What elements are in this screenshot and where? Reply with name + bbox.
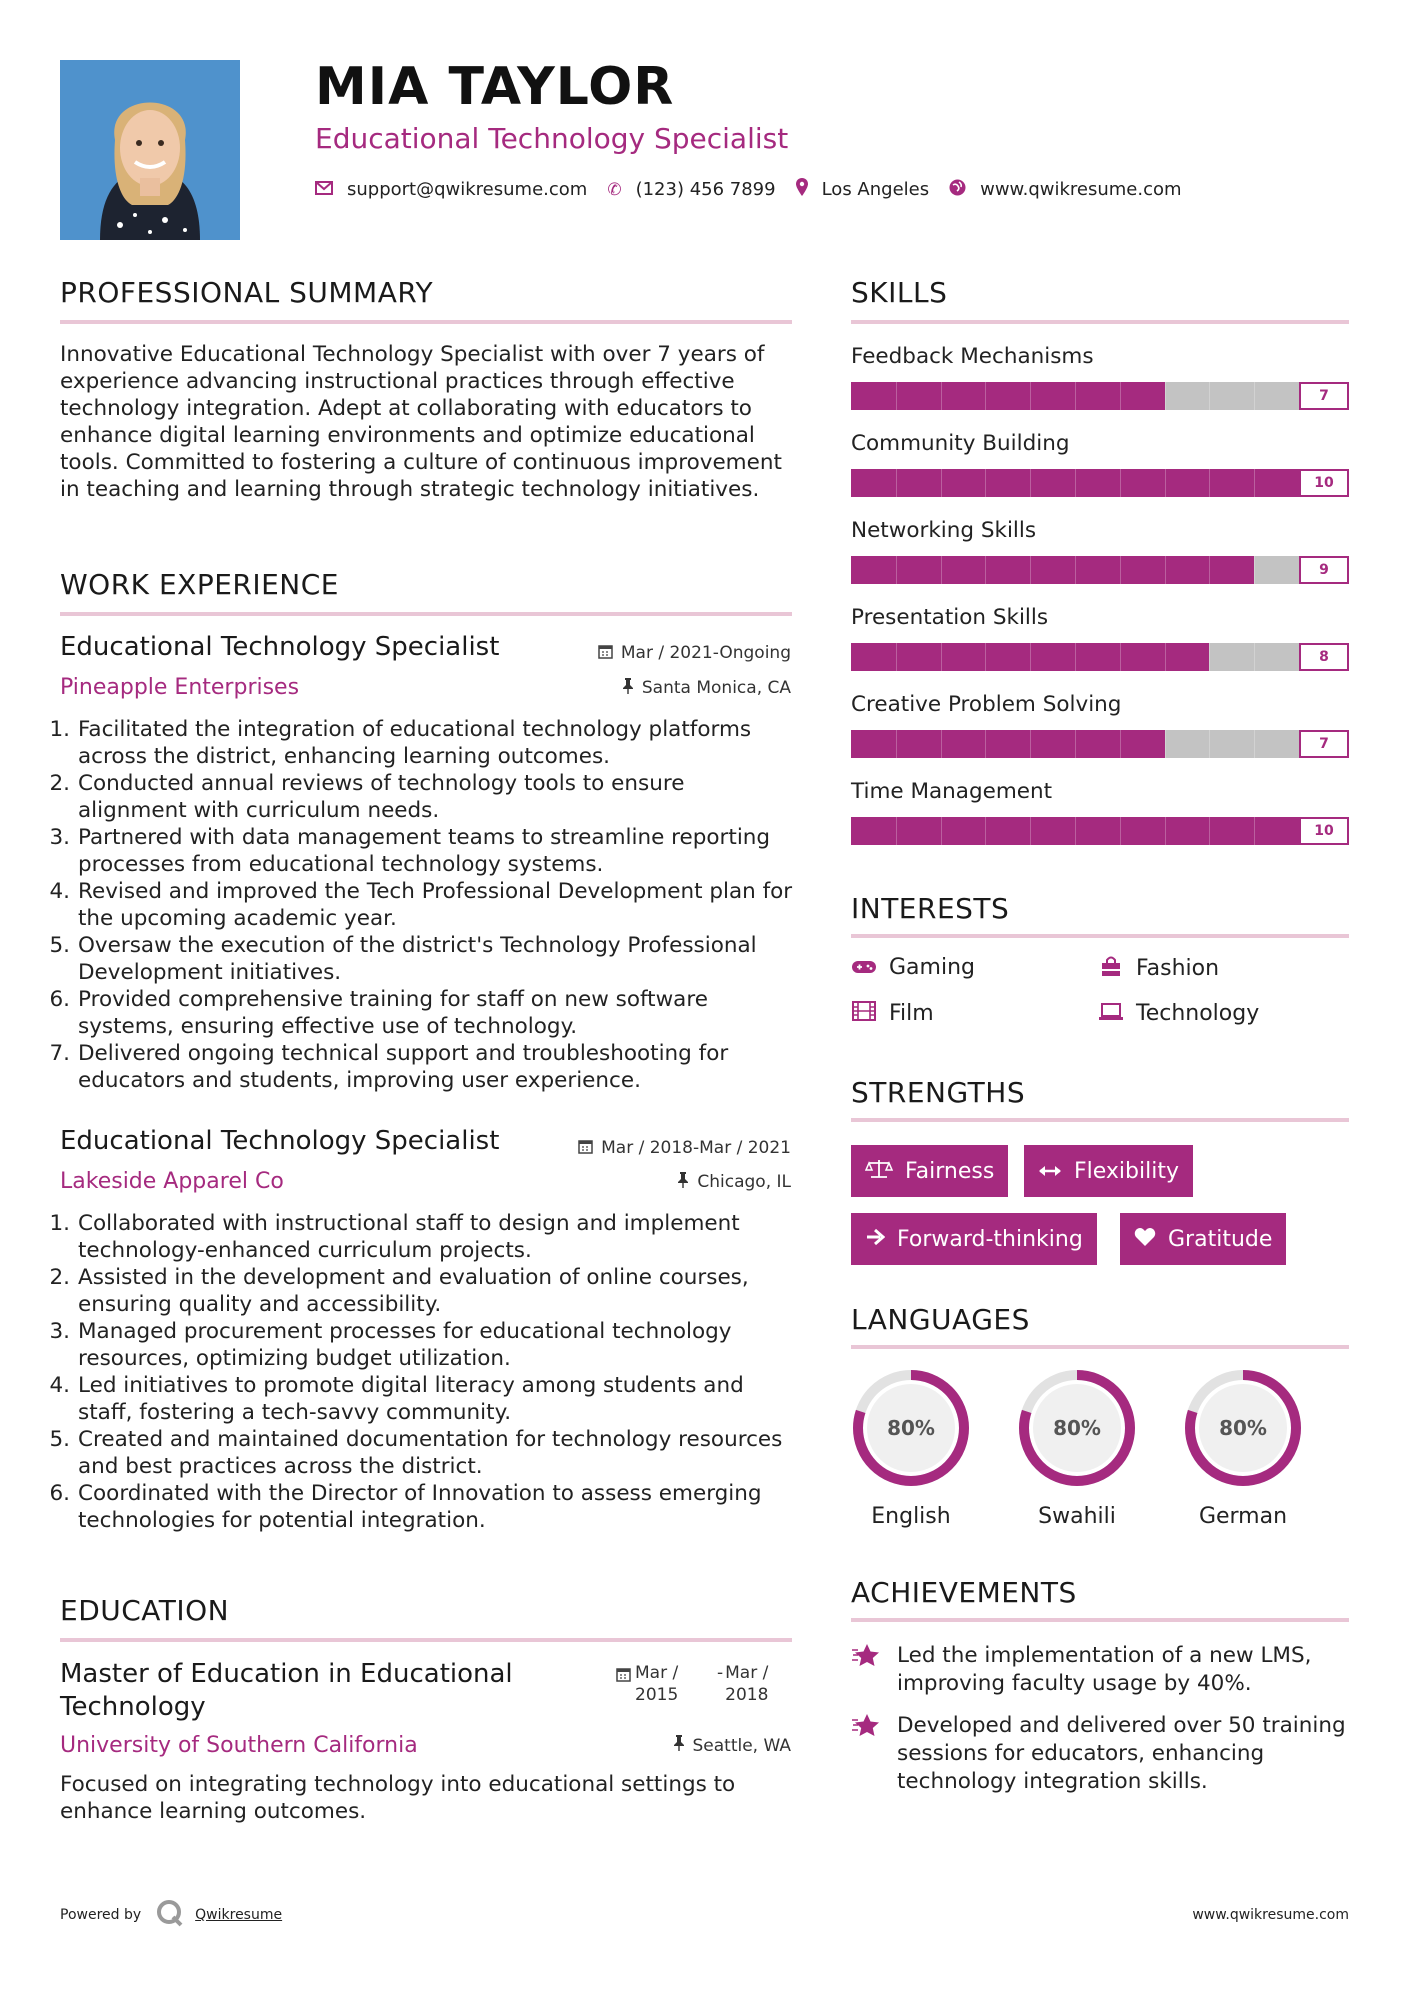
calendar-icon [578, 1139, 593, 1158]
skill-segment-divider [1075, 730, 1076, 758]
language-donut-chart [1181, 1366, 1305, 1490]
job-title: Educational Technology Specialist [60, 632, 500, 662]
list-item: 3. Partnered with data management teams to streamline reporting processes from educational technology systems. [49, 825, 771, 877]
language-donut-chart [1015, 1366, 1139, 1490]
languages-divider [851, 1345, 1349, 1349]
skill-segment-divider [1120, 382, 1121, 410]
interest-fashion [1098, 955, 1219, 982]
pushpin-icon [622, 678, 634, 698]
list-item: 7. Delivered ongoing technical support and troubleshooting for educators and students, improving user experience. [49, 1041, 729, 1093]
skill-segment-divider [941, 556, 942, 584]
skill-segment-divider [1120, 469, 1121, 497]
skill-segment-divider [1120, 643, 1121, 671]
qwikresume-logo-icon [155, 1898, 185, 1932]
strength-badge [851, 1213, 1097, 1265]
envelope-icon [315, 180, 333, 200]
strength-badge [1120, 1213, 1286, 1265]
skill-segment-divider [1209, 556, 1210, 584]
achievement-text: Led the implementation of a new LMS, improving faculty usage by 40%. [897, 1643, 1312, 1696]
list-item: 6. Coordinated with the Director of Innovation to assess emerging technologies for potential integration. [49, 1481, 762, 1533]
strength-label: Forward-thinking [897, 1226, 1083, 1252]
skill-segment-divider [896, 643, 897, 671]
job-dates-text: Mar / 2021-Ongoing [620, 643, 791, 663]
website-text: www.qwikresume.com [980, 179, 1182, 200]
skill-bar [851, 382, 1349, 410]
skill-segment-divider [1254, 643, 1255, 671]
skills-divider [851, 320, 1349, 324]
skill-segment-divider [941, 730, 942, 758]
education-degree: Master of Education in Educational Technology [60, 1659, 513, 1722]
language-item [1181, 1366, 1305, 1529]
globe-icon [949, 179, 966, 201]
skill-segment-divider [1030, 817, 1031, 845]
language-name: Swahili [1038, 1504, 1116, 1529]
skill-segment-divider [1030, 730, 1031, 758]
arrows-horizontal-icon [1038, 1159, 1062, 1183]
skill-label: Networking Skills [851, 518, 1037, 543]
job-company: Pineapple Enterprises [60, 675, 300, 700]
education-start: Mar / 2015 [635, 1663, 679, 1705]
strength-label: Flexibility [1074, 1158, 1179, 1184]
list-item: 4. Revised and improved the Tech Professional Development plan for the upcoming academic year. [49, 879, 793, 931]
list-item: 2. Conducted annual reviews of technology tools to ensure alignment with curriculum needs. [49, 771, 685, 823]
interest-technology [1098, 1001, 1259, 1026]
arrow-right-icon [865, 1227, 885, 1251]
job-location-text: Santa Monica, CA [641, 678, 791, 698]
balance-scale-icon [865, 1159, 893, 1184]
language-item [1015, 1366, 1139, 1529]
interest-label: Technology [1136, 1001, 1260, 1026]
skill-segment-divider [1254, 469, 1255, 497]
strength-badge [1024, 1145, 1193, 1197]
job-title: Educational Technology Specialist [60, 1126, 500, 1156]
shopping-bag-icon [1098, 955, 1124, 982]
job-location [677, 1172, 791, 1192]
list-item: 6. Provided comprehensive training for staff on new software systems, ensuring effective use of technology. [49, 987, 708, 1039]
skill-segment-divider [1030, 556, 1031, 584]
skill-segment-divider [941, 382, 942, 410]
skill-segment-divider [1165, 556, 1166, 584]
interest-film [851, 1001, 934, 1026]
education-location-text: Seattle, WA [692, 1735, 791, 1756]
skill-level-badge: 10 [1299, 817, 1349, 845]
skill-segment-divider [1254, 556, 1255, 584]
skill-label: Time Management [851, 779, 1053, 804]
education-end: Mar / 2018 [725, 1663, 769, 1705]
job-company: Lakeside Apparel Co [60, 1169, 284, 1194]
skill-segment-divider [1120, 730, 1121, 758]
star-icon [851, 1712, 897, 1796]
education-location [673, 1735, 792, 1756]
phone-icon: ✆ [607, 179, 622, 200]
skill-segment-divider [1075, 643, 1076, 671]
summary-divider [60, 320, 792, 324]
education-heading: EDUCATION [60, 1594, 230, 1627]
skill-segment-divider [1075, 382, 1076, 410]
skill-segment-divider [1030, 469, 1031, 497]
language-percent-label: 80% [887, 1416, 935, 1440]
skill-segment-divider [1254, 817, 1255, 845]
map-pin-icon [796, 178, 808, 201]
laptop-icon [1098, 1002, 1124, 1026]
education-date-dash: - [717, 1663, 724, 1683]
skill-segment-divider [1075, 817, 1076, 845]
heart-icon [1134, 1227, 1156, 1252]
skill-segment-divider [1165, 643, 1166, 671]
pushpin-icon [677, 1172, 689, 1192]
language-name: German [1198, 1504, 1288, 1529]
job-dates [578, 1138, 791, 1158]
skill-bar [851, 643, 1349, 671]
contact-email[interactable] [315, 179, 587, 200]
contact-website[interactable] [949, 179, 1181, 201]
location-text: Los Angeles [821, 179, 930, 200]
phone-text: (123) 456 7899 [635, 179, 776, 200]
skill-segment-divider [1209, 469, 1210, 497]
skill-segment-divider [1209, 382, 1210, 410]
contact-location [796, 178, 930, 201]
skill-segment-divider [941, 817, 942, 845]
contact-bar [315, 178, 1202, 201]
skill-segment-divider [1075, 469, 1076, 497]
skill-segment-divider [1165, 817, 1166, 845]
profile-photo-image [60, 60, 240, 240]
achievement-text: Developed and delivered over 50 training sessions for educators, enhancing technology integration skills. [897, 1713, 1346, 1794]
skill-segment-divider [985, 382, 986, 410]
interests-heading: INTERESTS [851, 892, 1010, 925]
star-icon [851, 1642, 897, 1698]
strength-label: Fairness [905, 1158, 995, 1184]
list-item: 1. Facilitated the integration of educational technology platforms across the district, enhancing learning outcomes. [49, 717, 752, 769]
language-percent-label: 80% [1053, 1416, 1101, 1440]
skill-segment-divider [1254, 730, 1255, 758]
pushpin-icon [673, 1735, 685, 1756]
skill-segment-divider [985, 730, 986, 758]
list-item: 5. Oversaw the execution of the district's Technology Professional Development initiatives. [49, 933, 757, 985]
skill-segment-divider [1165, 469, 1166, 497]
skill-level-badge: 8 [1299, 643, 1349, 671]
skill-fill [851, 730, 1165, 758]
education-description: Focused on integrating technology into educational settings to enhance learning outcomes. [60, 1772, 736, 1824]
interest-label: Fashion [1136, 956, 1220, 981]
footer-powered-by [60, 1898, 282, 1932]
experience-heading: WORK EXPERIENCE [60, 568, 339, 601]
skill-segment-divider [896, 382, 897, 410]
qwikresume-link[interactable]: Qwikresume [195, 1907, 283, 1923]
skill-segment-divider [941, 469, 942, 497]
skill-bar [851, 469, 1349, 497]
calendar-icon [598, 644, 613, 663]
interest-label: Film [889, 1001, 934, 1026]
strength-label: Gratitude [1168, 1226, 1273, 1252]
gamepad-icon [851, 956, 877, 980]
skill-segment-divider [1165, 382, 1166, 410]
skill-bar [851, 730, 1349, 758]
language-percent-label: 80% [1219, 1416, 1267, 1440]
skill-segment-divider [941, 643, 942, 671]
skill-segment-divider [985, 556, 986, 584]
strength-badge [851, 1145, 1008, 1197]
candidate-title: Educational Technology Specialist [315, 122, 789, 155]
skill-segment-divider [985, 469, 986, 497]
email-text: support@qwikresume.com [347, 179, 588, 200]
summary-heading: PROFESSIONAL SUMMARY [60, 276, 434, 309]
contact-phone[interactable] [607, 179, 775, 200]
achievement-item [851, 1642, 1351, 1698]
list-item: 4. Led initiatives to promote digital literacy among students and staff, fostering a tech-savvy community. [49, 1373, 744, 1425]
skill-segment-divider [1209, 730, 1210, 758]
summary-text: Innovative Educational Technology Specialist with over 7 years of experience advancing instructional practices through effective technology integration. Adept at collaborating with educators to enhance digital learning environments and optimize educational tools. Committed to fostering a culture of continuous improvement in teaching and learning through strategic technology initiatives. [60, 342, 782, 502]
skill-segment-divider [985, 643, 986, 671]
education-school: University of Southern California [60, 1733, 418, 1758]
achievement-item [851, 1712, 1351, 1796]
skill-segment-divider [896, 556, 897, 584]
job-bullets [48, 716, 798, 1094]
list-item: 5. Created and maintained documentation for technology resources and best practices across the district. [49, 1427, 783, 1479]
skill-segment-divider [985, 817, 986, 845]
interests-divider [851, 934, 1349, 938]
powered-by-text: Powered by [60, 1907, 142, 1923]
skill-level-badge: 7 [1299, 730, 1349, 758]
skill-segment-divider [1120, 556, 1121, 584]
language-donut-chart [849, 1366, 973, 1490]
achievements-heading: ACHIEVEMENTS [851, 1576, 1077, 1609]
skill-level-badge: 7 [1299, 382, 1349, 410]
skill-segment-divider [896, 817, 897, 845]
list-item: 1. Collaborated with instructional staff to design and implement technology-enhanced curriculum projects. [49, 1211, 740, 1263]
skill-fill [851, 382, 1165, 410]
interest-label: Gaming [889, 955, 975, 980]
skill-label: Creative Problem Solving [851, 692, 1122, 717]
job-dates [598, 643, 791, 663]
skill-segment-divider [1030, 643, 1031, 671]
list-item: 3. Managed procurement processes for educational technology resources, optimizing budget utilization. [49, 1319, 732, 1371]
list-item: 2. Assisted in the development and evaluation of online courses, ensuring quality and accessibility. [49, 1265, 749, 1317]
skill-label: Feedback Mechanisms [851, 344, 1094, 369]
languages-heading: LANGUAGES [851, 1303, 1030, 1336]
education-dates [616, 1662, 807, 1706]
skill-label: Community Building [851, 431, 1070, 456]
skill-level-badge: 10 [1299, 469, 1349, 497]
skill-segment-divider [1030, 382, 1031, 410]
skill-segment-divider [1120, 817, 1121, 845]
calendar-icon [616, 1666, 631, 1706]
job-location [622, 678, 791, 698]
skill-fill [851, 556, 1254, 584]
profile-photo [60, 60, 240, 240]
skill-level-badge: 9 [1299, 556, 1349, 584]
footer-website[interactable]: www.qwikresume.com [1192, 1907, 1349, 1923]
skill-segment-divider [1254, 382, 1255, 410]
experience-divider [60, 612, 792, 616]
interest-gaming [851, 955, 975, 980]
education-divider [60, 1638, 792, 1642]
candidate-name: MIA TAYLOR [315, 57, 675, 117]
film-icon [851, 1001, 877, 1026]
skill-segment-divider [1165, 730, 1166, 758]
language-name: English [871, 1504, 951, 1529]
skill-bar [851, 817, 1349, 845]
achievements-divider [851, 1618, 1349, 1622]
job-dates-text: Mar / 2018-Mar / 2021 [601, 1138, 791, 1158]
skill-segment-divider [1209, 817, 1210, 845]
skill-segment-divider [896, 469, 897, 497]
skill-bar [851, 556, 1349, 584]
strengths-divider [851, 1118, 1349, 1122]
skill-segment-divider [896, 730, 897, 758]
language-item [849, 1366, 973, 1529]
strengths-heading: STRENGTHS [851, 1076, 1026, 1109]
skill-label: Presentation Skills [851, 605, 1049, 630]
skill-segment-divider [1209, 643, 1210, 671]
job-location-text: Chicago, IL [697, 1172, 791, 1192]
job-bullets [48, 1210, 798, 1534]
skill-segment-divider [1075, 556, 1076, 584]
skills-heading: SKILLS [851, 276, 948, 309]
